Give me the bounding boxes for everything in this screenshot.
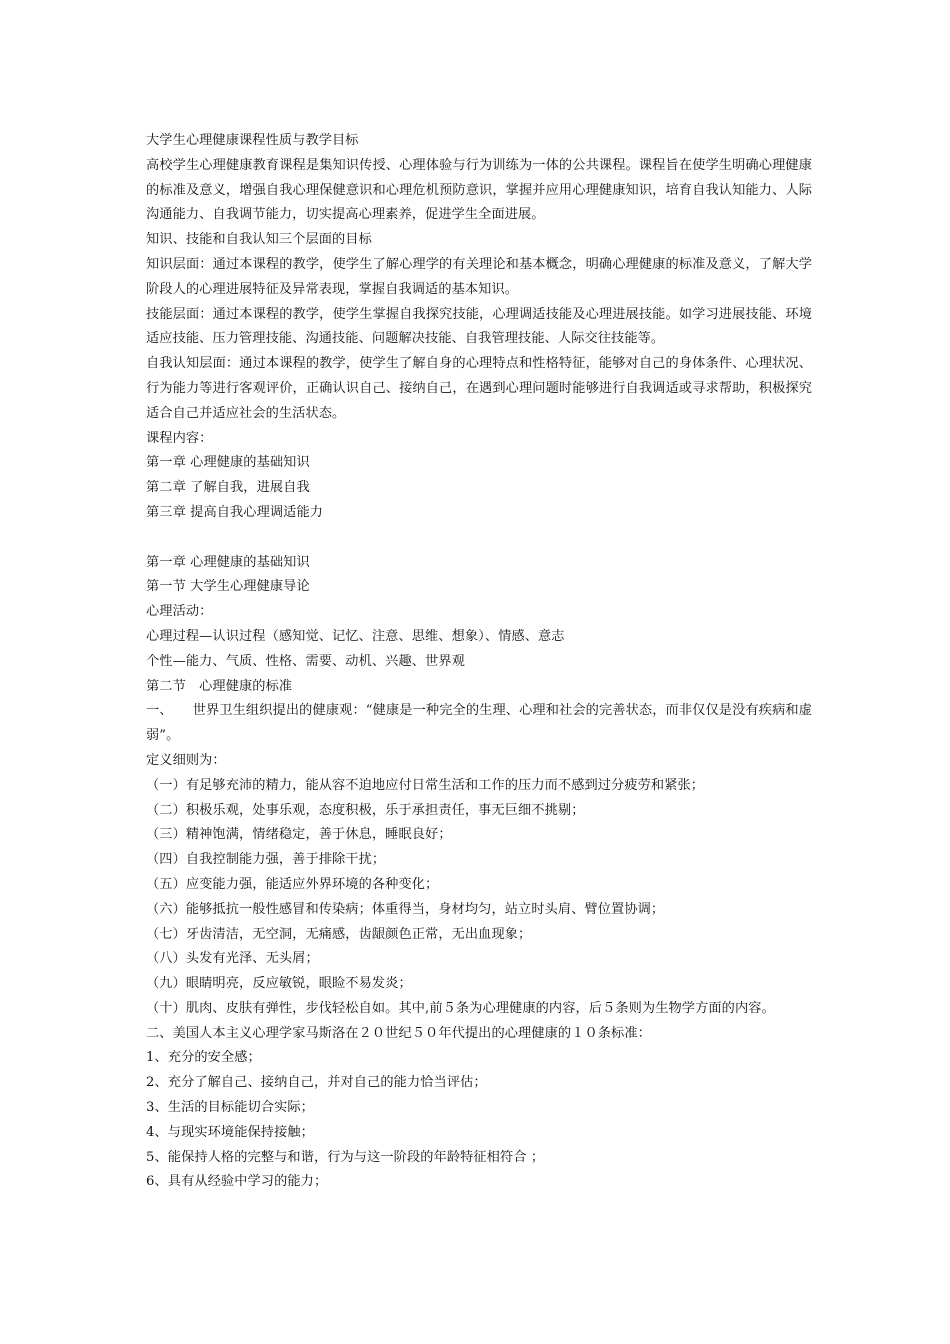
who-standard-item: （七）牙齿清洁，无空洞，无痛感，齿龈颜色正常，无出血现象；: [146, 926, 532, 942]
course-content-label: 课程内容：: [146, 430, 213, 446]
who-standard-item: （二）积极乐观，处事乐观，态度积极，乐于承担责任，事无巨细不挑剔；: [146, 802, 585, 818]
mental-activity-label: 心理活动：: [146, 604, 213, 620]
maslow-standard-item: 6、具有从经验中学习的能力；: [146, 1174, 328, 1190]
chapter-list-item: 第三章 提高自我心理调适能力: [146, 504, 324, 520]
maslow-heading: 二、美国人本主义心理学家马斯洛在２０世纪５０年代提出的心理健康的１０条标准：: [146, 1025, 651, 1041]
section2-heading: 第二节 心理健康的标准: [146, 678, 293, 694]
document-title: 大学生心理健康课程性质与教学目标: [146, 133, 359, 148]
goal-skill-paragraph: 技能层面：通过本课程的教学，使学生掌握自我探究技能，心理调适技能及心理进展技能。如学习进展技能、环境适应技能、压力管理技能、沟通技能、问题解决技能、自我管理技能、人际交往技能等。: [146, 306, 812, 347]
chapter1-heading: 第一章 心理健康的基础知识: [146, 554, 310, 570]
mental-process-line: 心理过程—认识过程（感知觉、记忆、注意、思维、想象）、情感、意志: [146, 628, 565, 644]
chapter-list-item: 第二章 了解自我，进展自我: [146, 480, 310, 496]
who-standard-item: （八）头发有光泽、无头屑；: [146, 951, 319, 967]
blank-line: [146, 526, 812, 551]
section1-heading: 第一节 大学生心理健康导论: [146, 579, 310, 595]
maslow-standard-item: 3、生活的目标能切合实际；: [146, 1100, 314, 1116]
goal-knowledge-paragraph: 知识层面：通过本课程的教学，使学生了解心理学的有关理论和基本概念，明确心理健康的标准及意义，了解大学阶段人的心理进展特征及异常表现，掌握自我调适的基本知识。: [146, 256, 812, 297]
who-standard-item: （六）能够抵抗一般性感冒和传染病；体重得当，身材均匀，站立时头肩、臂位置协调；: [146, 901, 665, 917]
definition-details-label: 定义细则为：: [146, 752, 226, 768]
chapter-list-item: 第一章 心理健康的基础知识: [146, 455, 310, 471]
maslow-standard-item: 5、能保持人格的完整与和谐，行为与这一阶段的年龄特征相符合 ；: [146, 1149, 545, 1165]
intro-paragraph: 高校学生心理健康教育课程是集知识传授、心理体验与行为训练为一体的公共课程。课程旨在使学生明确心理健康的标准及意义，增强自我心理保健意识和心理危机预防意识，掌握并应用心理健康知识，培育自我认知能力、人际沟通能力、自我调节能力，切实提高心理素养，促进学生全面进展。: [146, 157, 812, 223]
maslow-standard-item: 1、充分的安全感；: [146, 1050, 261, 1066]
maslow-standard-item: 2、充分了解自己、接纳自己，并对自己的能力恰当评估；: [146, 1075, 487, 1091]
personality-line: 个性—能力、气质、性格、需要、动机、兴趣、世界观: [146, 653, 465, 669]
goals-heading: 知识、技能和自我认知三个层面的目标: [146, 232, 372, 248]
maslow-standard-item: 4、与现实环境能保持接触；: [146, 1124, 314, 1140]
who-standard-item: （九）眼睛明亮，反应敏锐，眼睑不易发炎；: [146, 976, 412, 992]
who-standard-item: （三）精神饱满，情绪稳定，善于休息，睡眠良好；: [146, 827, 452, 843]
document-body: [146, 129, 812, 1195]
who-standard-item: （十）肌肉、皮肤有弹性，步伐轻松自如。其中,前５条为心理健康的内容，后５条则为生物学方面的内容。: [146, 1000, 775, 1016]
who-standard-item: （四）自我控制能力强，善于排除干扰；: [146, 852, 386, 868]
who-standard-item: （一）有足够充沛的精力，能从容不迫地应付日常生活和工作的压力而不感到过分疲劳和紧张；: [146, 777, 705, 793]
goal-self-paragraph: 自我认知层面：通过本课程的教学，使学生了解自身的心理特点和性格特征，能够对自己的身体条件、心理状况、行为能力等进行客观评价，正确认识自己、接纳自己，在遇到心理问题时能够进行自我调适或寻求帮助，积极探究适合自己并适应社会的生活状态。: [146, 356, 812, 421]
who-standard-item: （五）应变能力强，能适应外界环境的各种变化；: [146, 876, 439, 892]
who-definition-paragraph: 一、 世界卫生组织提出的健康观：“健康是一种完全的生理、心理和社会的完善状态，而非仅仅是没有疾病和虚弱”。: [146, 703, 812, 744]
